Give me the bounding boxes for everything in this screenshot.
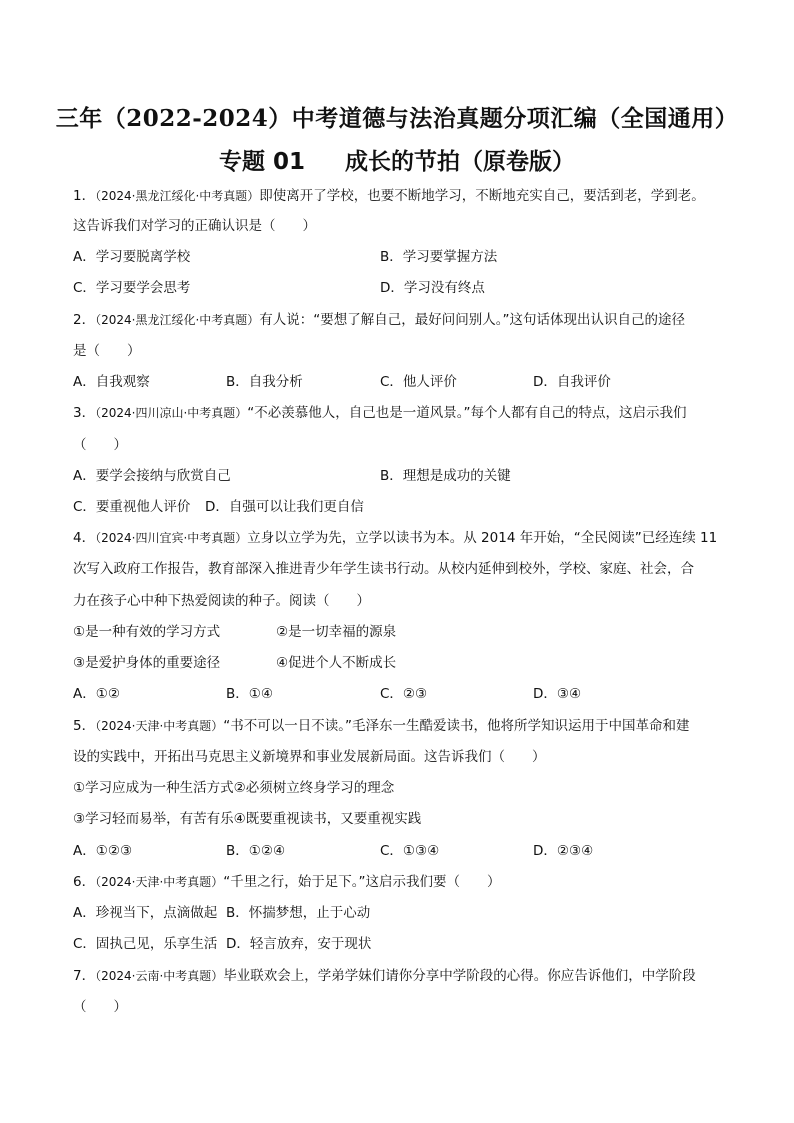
question-source: （2024·天津·中考真题） bbox=[95, 719, 224, 733]
question-6-stem: 6．（2024·天津·中考真题）“千里之行，始于足下。”这启示我们要（ ） bbox=[73, 874, 501, 890]
question-5-stem-cont: 设的实践中，开拓出马克思主义新境界和事业发展新局面。这告诉我们（ ） bbox=[73, 749, 546, 765]
question-2-option-a: A．自我观察 bbox=[73, 374, 150, 390]
question-4-stem: 4．（2024·四川宜宾·中考真题）立身以立学为先，立学以读书为本。从 2014 年开始，“全民阅读”已经连续 11 bbox=[73, 530, 718, 546]
question-6-option-c: C．固执己见，乐享生活 bbox=[73, 936, 218, 952]
question-3-option-a: A．要学会接纳与欣赏自己 bbox=[73, 468, 231, 484]
question-4-option-b: B．①④ bbox=[226, 686, 273, 702]
question-7-stem-cont: （ ） bbox=[73, 999, 127, 1015]
question-4-statement-4: ④促进个人不断成长 bbox=[276, 655, 397, 671]
question-4-statement-2: ②是一切幸福的源泉 bbox=[276, 624, 397, 640]
question-2-option-b: B．自我分析 bbox=[226, 374, 303, 390]
question-6-option-d: D．轻言放弃，安于现状 bbox=[226, 936, 372, 952]
question-1-option-b: B．学习要掌握方法 bbox=[380, 249, 498, 265]
question-4-option-a: A．①② bbox=[73, 686, 120, 702]
question-4-stem-cont: 力在孩子心中种下热爱阅读的种子。阅读（ ） bbox=[73, 593, 370, 609]
question-source: （2024·天津·中考真题） bbox=[95, 875, 224, 889]
question-source: （2024·四川凉山·中考真题） bbox=[95, 406, 248, 420]
question-5-option-b: B．①②④ bbox=[226, 843, 286, 859]
question-6-option-b: B．怀揣梦想，止于心动 bbox=[226, 905, 371, 921]
subtitle-topic: 专题 01 bbox=[218, 149, 305, 175]
question-3-option-b: B．理想是成功的关键 bbox=[380, 468, 511, 484]
question-3-stem: 3．（2024·四川凉山·中考真题）“不必羡慕他人，自己也是一道风景。”每个人都有自己的特点，这启示我们 bbox=[73, 405, 687, 421]
question-source: （2024·黑龙江绥化·中考真题） bbox=[95, 189, 260, 203]
question-7-stem: 7．（2024·云南·中考真题）毕业联欢会上，学弟学妹们请你分享中学阶段的心得。你应告诉他们，中学阶段 bbox=[73, 968, 696, 984]
question-5-option-c: C．①③④ bbox=[380, 843, 440, 859]
question-1-stem: 1．（2024·黑龙江绥化·中考真题）即使离开了学校，也要不断地学习，不断地充实自己，要活到老，学到老。 bbox=[73, 188, 705, 204]
question-2-stem: 2．（2024·黑龙江绥化·中考真题）有人说：“要想了解自己，最好问问别人。”这句话体现出认识自己的途径 bbox=[73, 312, 686, 328]
question-4-option-d: D．③④ bbox=[533, 686, 582, 702]
question-1-stem-cont: 这告诉我们对学习的正确认识是（ ） bbox=[73, 218, 316, 234]
question-4-statement-1: ①是一种有效的学习方式 bbox=[73, 624, 221, 640]
document-subtitle bbox=[0, 143, 794, 176]
question-5-option-d: D．②③④ bbox=[533, 843, 594, 859]
question-3-stem-cont: （ ） bbox=[73, 437, 127, 453]
question-5-statements-2: ③学习轻而易举，有苦有乐④既要重视读书，又要重视实践 bbox=[73, 811, 422, 827]
question-6-option-a: A．珍视当下，点滴做起 bbox=[73, 905, 218, 921]
document-title: 三年（2022-2024）中考道德与法治真题分项汇编（全国通用） bbox=[55, 105, 739, 132]
question-source: （2024·黑龙江绥化·中考真题） bbox=[95, 313, 260, 327]
question-5-option-a: A．①②③ bbox=[73, 843, 133, 859]
question-1-option-c: C．学习要学会思考 bbox=[73, 280, 191, 296]
question-5-stem: 5．（2024·天津·中考真题）“书不可以一日不读。”毛泽东一生酷爱读书，他将所学知识运用于中国革命和建 bbox=[73, 718, 690, 734]
question-4-statement-3: ③是爱护身体的重要途径 bbox=[73, 655, 221, 671]
question-4-stem-cont: 次写入政府工作报告，教育部深入推进青少年学生读书行动。从校内延伸到校外，学校、家庭、社会，合 bbox=[73, 561, 694, 577]
question-source: （2024·云南·中考真题） bbox=[95, 969, 224, 983]
question-2-option-c: C．他人评价 bbox=[380, 374, 457, 390]
question-source: （2024·四川宜宾·中考真题） bbox=[95, 531, 248, 545]
question-5-statements-1: ①学习应成为一种生活方式②必须树立终身学习的理念 bbox=[73, 780, 395, 796]
question-1-option-a: A．学习要脱离学校 bbox=[73, 249, 191, 265]
question-1-option-d: D．学习没有终点 bbox=[380, 280, 485, 296]
subtitle-name: 成长的节拍（原卷版） bbox=[345, 149, 575, 175]
question-2-stem-cont: 是（ ） bbox=[73, 343, 141, 359]
question-4-option-c: C．②③ bbox=[380, 686, 428, 702]
question-2-option-d: D．自我评价 bbox=[533, 374, 611, 390]
question-3-option-d: D．自强可以让我们更自信 bbox=[205, 499, 364, 515]
question-3-option-c: C．要重视他人评价 bbox=[73, 499, 191, 515]
